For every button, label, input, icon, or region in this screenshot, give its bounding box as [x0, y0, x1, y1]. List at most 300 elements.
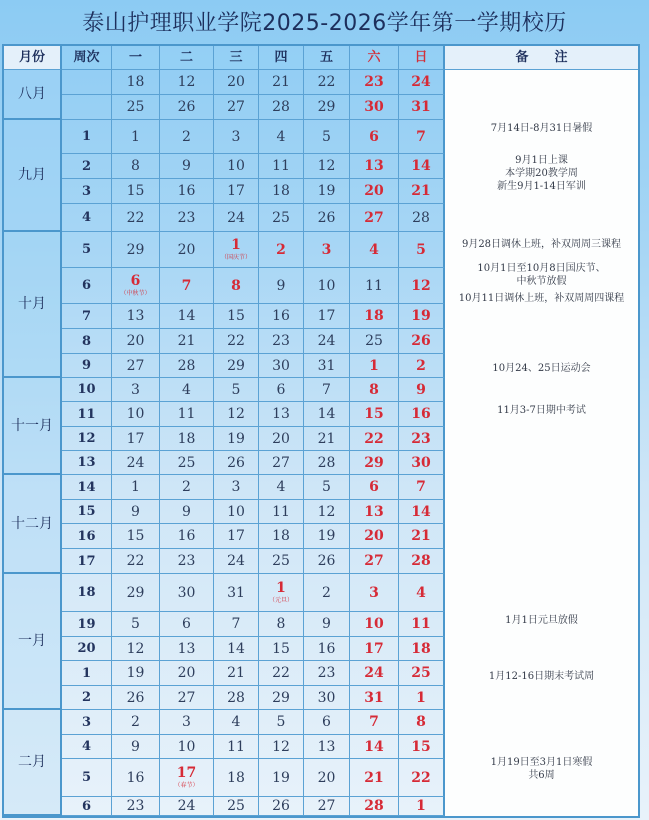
- day-number: 24: [317, 333, 336, 349]
- day-number: 20: [177, 665, 196, 681]
- day-cell-mon: [112, 70, 160, 95]
- day-number: 23: [177, 209, 196, 226]
- week-number: 4: [62, 204, 112, 232]
- day-cell-tue: [160, 637, 214, 661]
- day-cell-sat: [350, 154, 399, 179]
- day-cell-tue: [160, 524, 214, 549]
- day-cell-fri: [304, 735, 350, 759]
- week-number: 6: [62, 797, 112, 816]
- day-cell-sun: [399, 612, 445, 637]
- day-cell-tue: [160, 70, 214, 95]
- day-number: 2: [182, 479, 191, 495]
- day-cell-mon: [112, 686, 160, 710]
- day-number: 24: [126, 454, 145, 471]
- day-number: 25: [227, 798, 245, 814]
- day-cell-thu: [259, 574, 304, 612]
- day-cell-sat: [350, 427, 399, 451]
- day-number: 29: [227, 357, 245, 374]
- day-cell-wed: [214, 475, 259, 500]
- day-number: 7: [416, 479, 426, 495]
- day-number: 23: [411, 430, 431, 447]
- day-cell-sat: [350, 686, 399, 710]
- day-number: 2: [416, 357, 426, 374]
- day-number: 30: [177, 584, 196, 601]
- day-number: 4: [416, 584, 426, 601]
- day-number: 5: [131, 616, 140, 632]
- day-cell-wed: [214, 574, 259, 612]
- day-cell-wed: [214, 524, 259, 549]
- day-cell-sun: [399, 524, 445, 549]
- day-cell-wed: [214, 549, 259, 574]
- day-cell-tue: [160, 402, 214, 427]
- day-number: 3: [231, 479, 241, 495]
- header-day-wed: 三: [214, 46, 259, 70]
- day-number: 18: [272, 183, 290, 199]
- week-number: 9: [62, 354, 112, 378]
- day-cell-tue: [160, 378, 214, 402]
- day-number: 26: [227, 454, 245, 471]
- day-cell-fri: [304, 329, 350, 354]
- day-cell-mon: [112, 549, 160, 574]
- day-number: 30: [272, 357, 290, 374]
- day-number: 18: [272, 528, 290, 544]
- remark-text: 11月3-7日期中考试: [497, 405, 586, 416]
- day-number: 14: [411, 158, 431, 174]
- day-cell-mon: [112, 451, 160, 475]
- day-cell-sat: [350, 574, 399, 612]
- day-cell-thu: [259, 475, 304, 500]
- day-number: 7: [181, 277, 192, 294]
- remark-text: 9月28日调休上班，补双周周三课程: [461, 239, 622, 250]
- day-cell-tue: [160, 329, 214, 354]
- remark-text: 新生9月1-14日军训: [497, 181, 586, 192]
- day-number: 18: [411, 640, 431, 657]
- day-number: 9: [182, 503, 191, 520]
- week-number: 15: [62, 500, 112, 524]
- month-label: 一月: [4, 574, 62, 710]
- day-number: 19: [317, 528, 336, 544]
- day-number: 4: [276, 479, 286, 495]
- week-number: 3: [62, 179, 112, 204]
- week-number: 1: [62, 120, 112, 154]
- day-number: 28: [364, 798, 384, 814]
- day-cell-wed: [214, 179, 259, 204]
- week-number: 2: [62, 686, 112, 710]
- day-cell-wed: [214, 710, 259, 735]
- day-cell-thu: [259, 500, 304, 524]
- day-number: 28: [227, 689, 245, 706]
- day-cell-thu: [259, 637, 304, 661]
- day-cell-fri: [304, 524, 350, 549]
- day-cell-sun: [399, 759, 445, 797]
- day-cell-fri: [304, 354, 350, 378]
- day-number: 16: [317, 640, 336, 657]
- day-cell-sun: [399, 661, 445, 686]
- day-number: 26: [177, 99, 196, 115]
- day-number: 17: [126, 430, 145, 447]
- day-number: 27: [177, 689, 196, 706]
- day-cell-sun: [399, 427, 445, 451]
- day-number: 26: [272, 798, 290, 814]
- day-cell-sat: [350, 304, 399, 329]
- day-number: 25: [272, 209, 290, 226]
- day-number: 28: [177, 357, 196, 374]
- day-cell-thu: [259, 797, 304, 816]
- day-number: 5: [322, 479, 331, 495]
- day-cell-sat: [350, 735, 399, 759]
- day-cell-fri: [304, 268, 350, 304]
- day-number: 9: [322, 616, 331, 632]
- day-cell-tue: [160, 710, 214, 735]
- day-number: 3: [182, 714, 191, 730]
- day-number: 14: [364, 738, 384, 755]
- day-cell-mon: [112, 304, 160, 329]
- day-cell-thu: [259, 329, 304, 354]
- day-cell-tue: [160, 427, 214, 451]
- day-number: 2: [182, 128, 191, 145]
- day-cell-wed: [214, 378, 259, 402]
- day-cell-mon: [112, 268, 160, 304]
- day-cell-mon: [112, 661, 160, 686]
- day-cell-sun: [399, 268, 445, 304]
- day-number: 23: [317, 665, 336, 681]
- day-number: 5: [322, 128, 331, 145]
- day-number: 16: [177, 528, 196, 544]
- day-cell-sun: [399, 549, 445, 574]
- day-number: 16: [272, 308, 290, 324]
- day-cell-sun: [399, 378, 445, 402]
- day-number: 18: [227, 769, 245, 786]
- day-number: 26: [411, 333, 431, 349]
- day-number: 30: [317, 689, 336, 706]
- day-number: 7: [416, 128, 426, 145]
- day-cell-wed: [214, 637, 259, 661]
- header-remarks: 备 注: [445, 46, 638, 70]
- day-cell-mon: [112, 204, 160, 232]
- month-label: 十一月: [4, 378, 62, 475]
- day-number: 8: [369, 381, 379, 398]
- day-number: 4: [231, 714, 241, 730]
- day-number: 17: [227, 183, 245, 199]
- day-cell-mon: [112, 402, 160, 427]
- remark-text: 9月1日上课: [515, 155, 568, 166]
- day-number: 7: [322, 381, 331, 398]
- month-label: 十月: [4, 232, 62, 378]
- week-number: 6: [62, 268, 112, 304]
- day-number: 6: [369, 479, 379, 495]
- day-number: 13: [317, 738, 336, 755]
- day-number: 9: [276, 277, 286, 294]
- day-cell-fri: [304, 574, 350, 612]
- day-number: 15: [364, 406, 384, 422]
- day-number: 11: [177, 406, 196, 422]
- day-number: 1: [131, 128, 140, 145]
- day-cell-fri: [304, 661, 350, 686]
- day-number: 20: [272, 430, 290, 447]
- day-cell-wed: [214, 735, 259, 759]
- day-cell-sat: [350, 710, 399, 735]
- day-cell-sun: [399, 475, 445, 500]
- day-cell-sun: [399, 204, 445, 232]
- day-cell-sun: [399, 637, 445, 661]
- day-cell-thu: [259, 95, 304, 120]
- day-cell-sat: [350, 612, 399, 637]
- day-number: 28: [272, 99, 290, 115]
- day-number: 29: [317, 99, 336, 115]
- remark-text: 10月1日至10月8日国庆节、: [477, 263, 606, 274]
- day-number: 25: [411, 665, 431, 681]
- day-number: 6: [130, 273, 141, 289]
- day-cell-mon: [112, 120, 160, 154]
- week-number: 1: [62, 661, 112, 686]
- day-cell-wed: [214, 354, 259, 378]
- remark-text: 共6周: [528, 770, 555, 781]
- day-cell-wed: [214, 451, 259, 475]
- day-cell-mon: [112, 735, 160, 759]
- day-number: 25: [365, 333, 383, 349]
- day-number: 22: [126, 209, 145, 226]
- day-number: 17: [364, 640, 384, 657]
- day-number: 31: [364, 689, 384, 706]
- calendar-table: [2, 44, 640, 818]
- day-number: 25: [177, 454, 196, 471]
- day-number: 28: [411, 553, 431, 569]
- day-number: 29: [364, 454, 384, 471]
- day-number: 18: [177, 430, 196, 447]
- day-cell-tue: [160, 451, 214, 475]
- day-cell-tue: [160, 354, 214, 378]
- day-cell-mon: [112, 574, 160, 612]
- day-number: 9: [182, 158, 191, 174]
- day-number: 22: [126, 553, 145, 569]
- day-cell-sat: [350, 402, 399, 427]
- day-cell-sun: [399, 95, 445, 120]
- day-number: 14: [411, 503, 431, 520]
- week-number: 19: [62, 612, 112, 637]
- holiday-label: （国庆节）: [220, 254, 251, 261]
- day-number: 12: [272, 738, 290, 755]
- day-cell-wed: [214, 329, 259, 354]
- day-number: 14: [317, 406, 336, 422]
- day-number: 5: [231, 381, 241, 398]
- day-number: 10: [317, 277, 336, 294]
- day-cell-mon: [112, 232, 160, 268]
- day-number: 27: [272, 454, 290, 471]
- day-cell-thu: [259, 304, 304, 329]
- week-number: 17: [62, 549, 112, 574]
- day-cell-sat: [350, 120, 399, 154]
- day-number: 13: [272, 406, 290, 422]
- day-cell-sun: [399, 154, 445, 179]
- day-number: 6: [369, 128, 379, 145]
- day-number: 19: [272, 769, 290, 786]
- header-day-sat: 六: [350, 46, 399, 70]
- day-number: 30: [364, 99, 384, 115]
- day-cell-tue: [160, 304, 214, 329]
- day-cell-fri: [304, 304, 350, 329]
- header-day-thu: 四: [259, 46, 304, 70]
- day-cell-sat: [350, 70, 399, 95]
- day-cell-thu: [259, 524, 304, 549]
- day-number: 6: [276, 381, 286, 398]
- day-cell-mon: [112, 612, 160, 637]
- week-number: 8: [62, 329, 112, 354]
- day-number: 9: [416, 381, 426, 398]
- day-number: 13: [177, 640, 196, 657]
- day-number: 20: [364, 183, 384, 199]
- day-cell-tue: [160, 661, 214, 686]
- day-cell-sun: [399, 232, 445, 268]
- day-cell-thu: [259, 549, 304, 574]
- month-label: 九月: [4, 120, 62, 232]
- day-cell-thu: [259, 759, 304, 797]
- day-number: 14: [177, 308, 196, 324]
- day-cell-thu: [259, 179, 304, 204]
- day-number: 17: [317, 308, 336, 324]
- day-number: 1: [131, 479, 140, 495]
- day-cell-mon: [112, 710, 160, 735]
- day-cell-tue: [160, 612, 214, 637]
- week-number: [62, 70, 112, 95]
- day-number: 21: [272, 74, 290, 90]
- day-cell-wed: [214, 500, 259, 524]
- day-number: 2: [131, 714, 140, 730]
- day-cell-wed: [214, 797, 259, 816]
- header-week: 周次: [62, 46, 112, 70]
- day-number: 21: [317, 430, 336, 447]
- day-number: 9: [131, 503, 140, 520]
- day-number: 21: [364, 769, 384, 786]
- day-number: 22: [227, 333, 245, 349]
- day-cell-mon: [112, 759, 160, 797]
- day-cell-fri: [304, 710, 350, 735]
- day-number: 20: [227, 74, 245, 90]
- day-number: 3: [231, 128, 241, 145]
- week-number: 10: [62, 378, 112, 402]
- day-cell-sat: [350, 475, 399, 500]
- day-number: 12: [411, 277, 431, 294]
- day-number: 10: [364, 616, 384, 632]
- week-number: 18: [62, 574, 112, 612]
- day-cell-fri: [304, 120, 350, 154]
- day-cell-sat: [350, 451, 399, 475]
- day-cell-sat: [350, 378, 399, 402]
- remark-text: 1月19日至3月1日寒假: [490, 757, 593, 768]
- day-cell-mon: [112, 179, 160, 204]
- day-number: 27: [227, 99, 245, 115]
- day-cell-fri: [304, 451, 350, 475]
- day-number: 19: [126, 665, 145, 681]
- header-day-fri: 五: [304, 46, 350, 70]
- day-number: 4: [276, 128, 286, 145]
- day-cell-mon: [112, 637, 160, 661]
- day-cell-fri: [304, 204, 350, 232]
- day-number: 20: [177, 241, 196, 258]
- day-cell-thu: [259, 735, 304, 759]
- day-cell-mon: [112, 354, 160, 378]
- day-cell-sat: [350, 500, 399, 524]
- day-cell-mon: [112, 500, 160, 524]
- day-number: 5: [276, 714, 286, 730]
- day-number: 16: [177, 183, 196, 199]
- day-cell-fri: [304, 179, 350, 204]
- day-number: 22: [317, 74, 336, 90]
- day-number: 12: [177, 74, 196, 90]
- day-number: 11: [411, 616, 431, 632]
- day-cell-fri: [304, 232, 350, 268]
- day-cell-tue: [160, 686, 214, 710]
- day-cell-mon: [112, 154, 160, 179]
- day-cell-tue: [160, 759, 214, 797]
- day-cell-tue: [160, 232, 214, 268]
- day-cell-mon: [112, 329, 160, 354]
- day-number: 31: [227, 584, 245, 601]
- day-number: 28: [412, 209, 430, 226]
- week-number: 14: [62, 475, 112, 500]
- day-number: 10: [227, 158, 245, 174]
- day-number: 15: [411, 738, 431, 755]
- remark-text: 1月12-16日期末考试周: [488, 671, 595, 682]
- day-cell-fri: [304, 70, 350, 95]
- day-cell-sun: [399, 179, 445, 204]
- day-number: 21: [411, 528, 431, 544]
- day-number: 21: [227, 665, 245, 681]
- remark-text: 本学期20教学周: [505, 168, 578, 179]
- day-number: 25: [272, 553, 290, 569]
- week-number: 5: [62, 232, 112, 268]
- day-cell-tue: [160, 179, 214, 204]
- remark-text: 1月1日元旦放假: [505, 615, 578, 626]
- week-number: 16: [62, 524, 112, 549]
- day-number: 29: [126, 584, 145, 601]
- day-number: 20: [126, 333, 145, 349]
- day-cell-thu: [259, 612, 304, 637]
- day-cell-tue: [160, 735, 214, 759]
- day-number: 20: [364, 528, 384, 544]
- day-cell-wed: [214, 304, 259, 329]
- day-cell-sun: [399, 304, 445, 329]
- day-number: 24: [364, 665, 384, 681]
- day-cell-fri: [304, 475, 350, 500]
- day-number: 17: [176, 765, 197, 781]
- week-number: 20: [62, 637, 112, 661]
- day-cell-thu: [259, 427, 304, 451]
- day-number: 26: [126, 689, 145, 706]
- day-number: 26: [317, 553, 336, 569]
- day-cell-sat: [350, 329, 399, 354]
- day-cell-sat: [350, 95, 399, 120]
- day-number: 16: [126, 769, 145, 786]
- day-cell-thu: [259, 120, 304, 154]
- day-number: 1: [369, 357, 379, 374]
- day-number: 11: [272, 503, 290, 520]
- day-cell-fri: [304, 686, 350, 710]
- day-cell-fri: [304, 154, 350, 179]
- day-number: 31: [411, 99, 431, 115]
- day-cell-sun: [399, 451, 445, 475]
- remarks-column: [445, 70, 638, 816]
- day-number: 25: [126, 99, 145, 115]
- day-cell-tue: [160, 204, 214, 232]
- day-cell-wed: [214, 402, 259, 427]
- week-number: 5: [62, 759, 112, 797]
- day-cell-wed: [214, 70, 259, 95]
- day-cell-tue: [160, 797, 214, 816]
- day-number: 18: [364, 308, 384, 324]
- day-cell-tue: [160, 549, 214, 574]
- day-number: 12: [126, 640, 145, 657]
- day-number: 21: [177, 333, 196, 349]
